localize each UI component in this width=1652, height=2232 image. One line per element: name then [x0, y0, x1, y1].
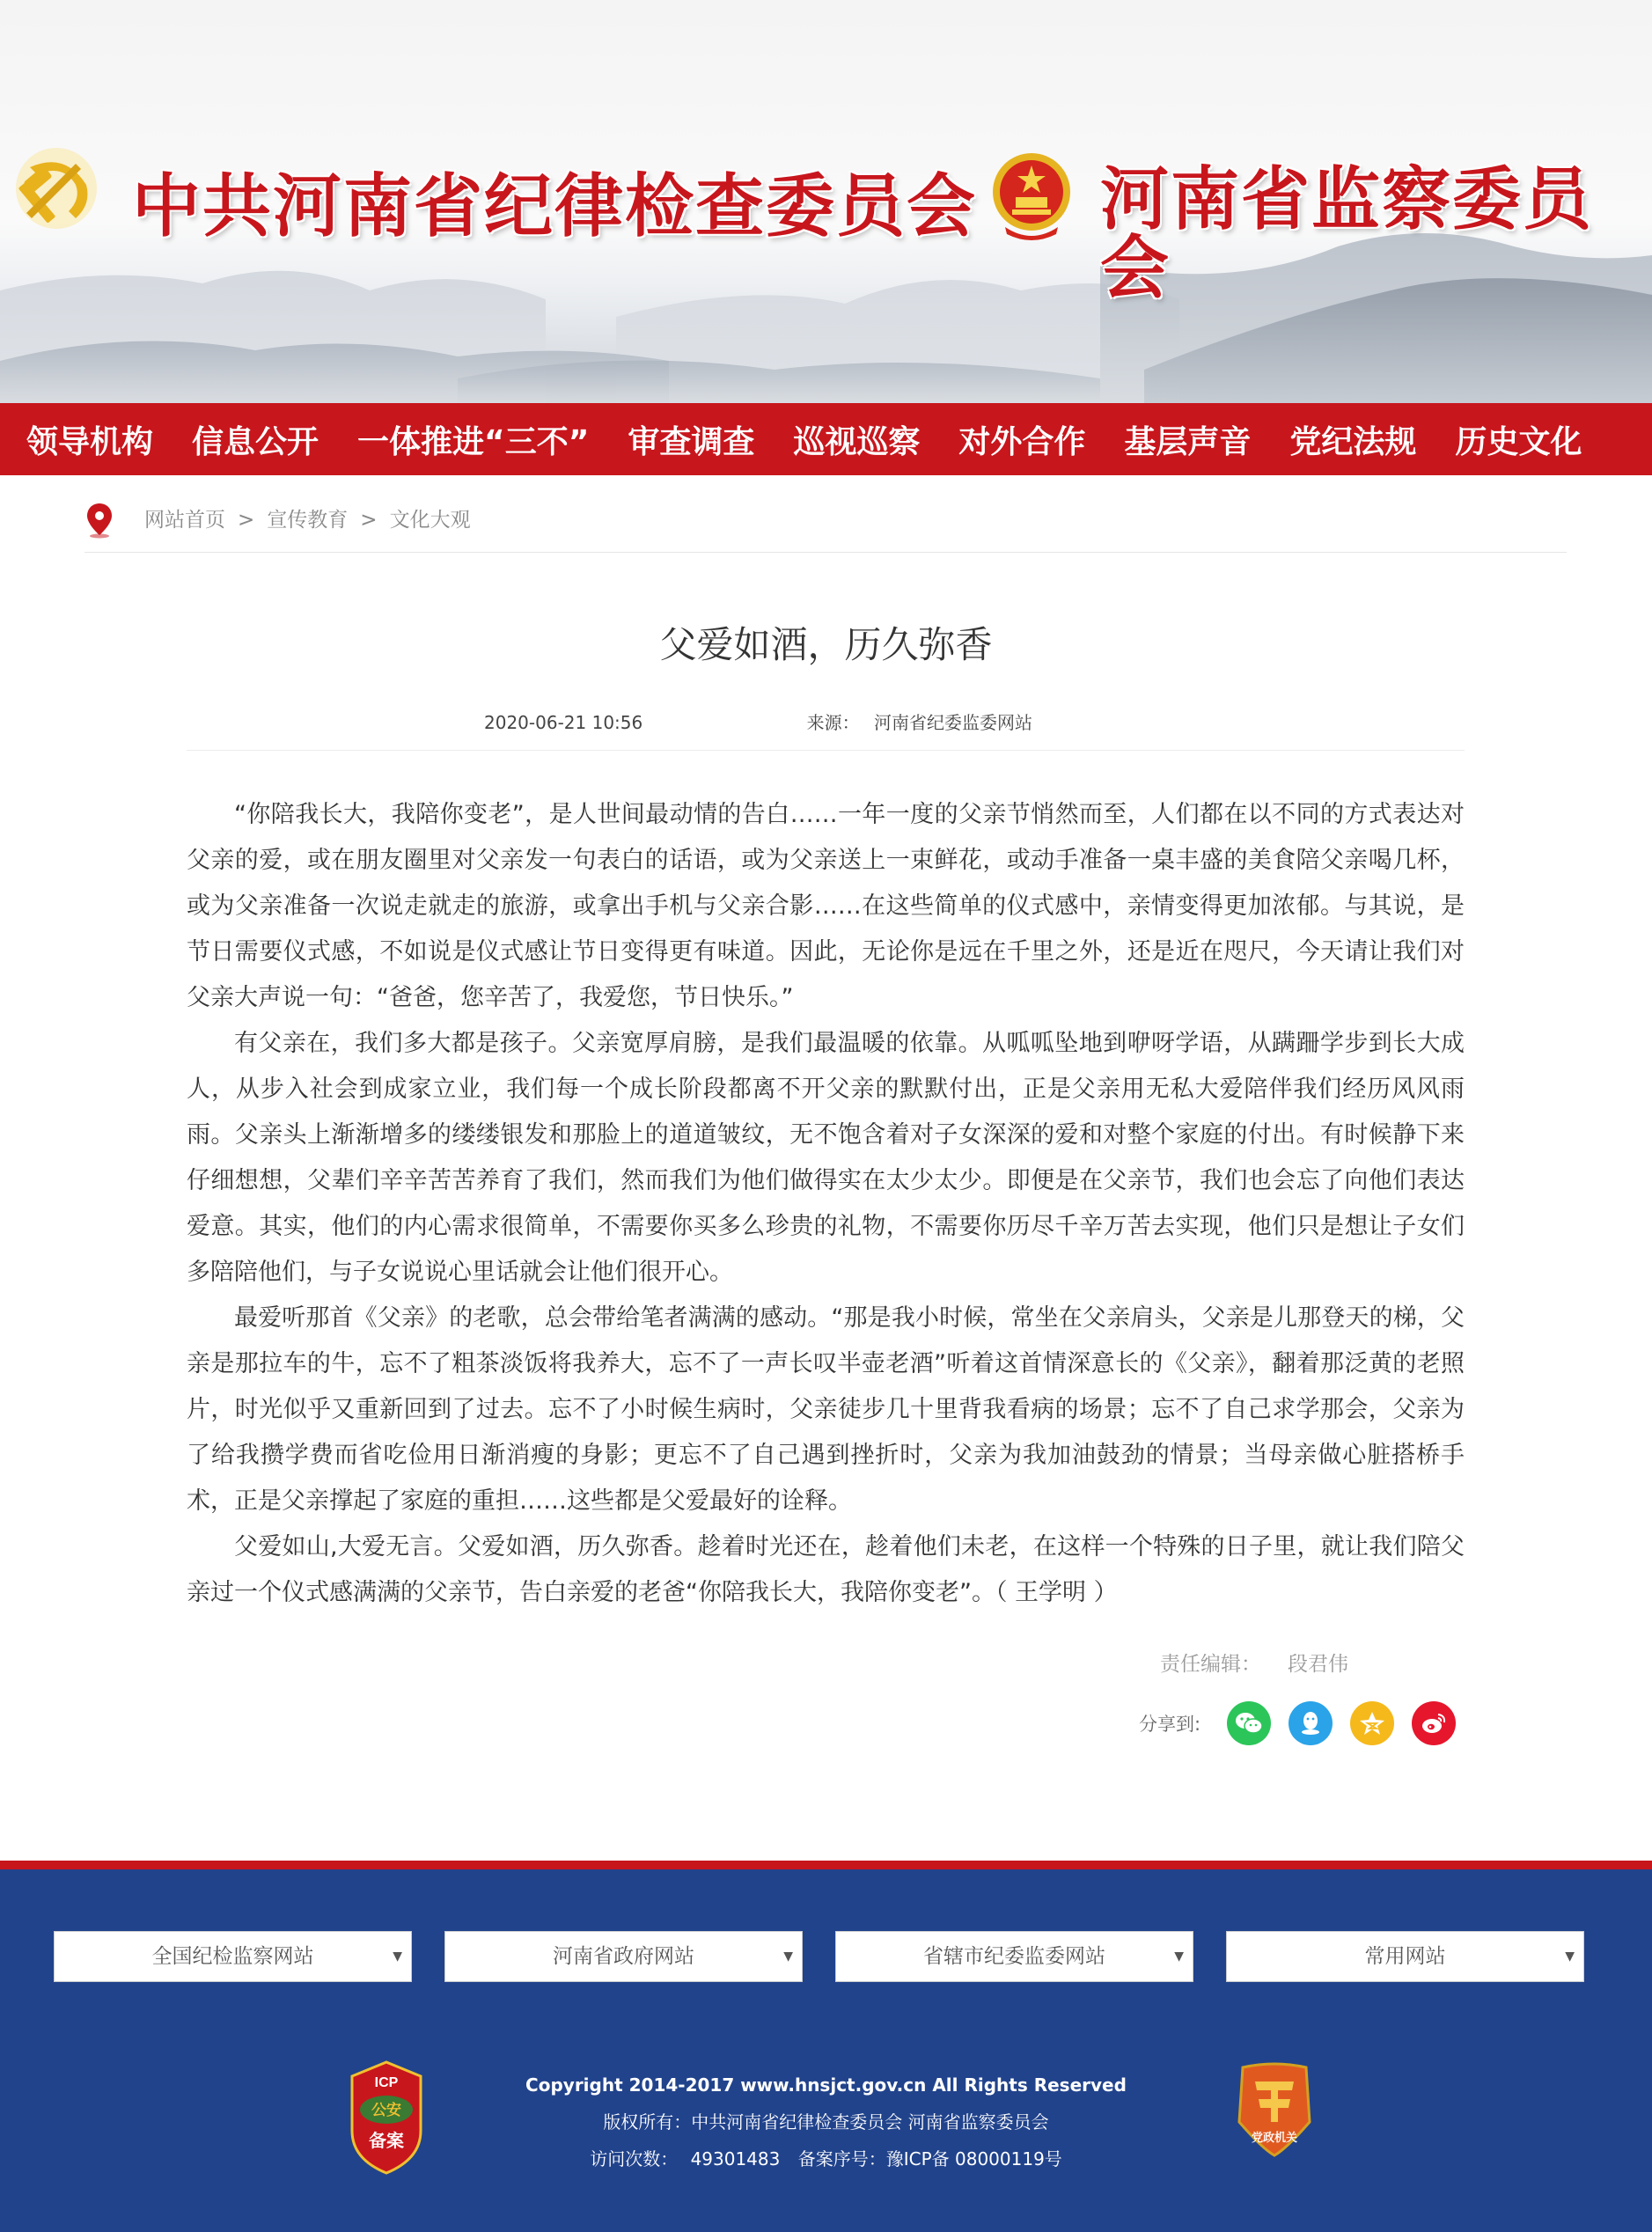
- editor-label: 责任编辑：: [1160, 1653, 1261, 1676]
- nav-item-grassroots[interactable]: 基层声音: [1124, 423, 1252, 460]
- breadcrumb: [84, 500, 1567, 553]
- nav-item-info-disclosure[interactable]: 信息公开: [192, 423, 319, 460]
- supervision-commission-title: 河南省监察委员会: [1100, 159, 1594, 308]
- party-emblem-icon: [12, 143, 100, 239]
- article-paragraph: “你陪我长大，我陪你变老”，是人世间最动情的告白……一年一度的父亲节悄然而至，人们都在以不同的方式表达对父亲的爱，或在朋友圈里对父亲发一句表白的话语，或为父亲送上一束鲜花，或动手准备一桌丰盛的美食陪父亲喝几杯，或为父亲准备一次说走就走的旅游，或拿出手机与父亲合影……在这些简单的仪式感中，亲情变得更加浓郁。与其说，是节日需要仪式感，不如说是仪式感让节日变得更有味道。因此，无论你是远在千里之外，还是近在咫尺，今天请让我们对父亲大声说一句：“爸爸，您辛苦了，我爱您，节日快乐。”: [187, 801, 1465, 1011]
- stats-line: [0, 2140, 1652, 2177]
- article-meta: [484, 709, 1032, 734]
- qzone-icon[interactable]: [1350, 1701, 1394, 1745]
- select-label: 常用网站: [1364, 1945, 1446, 1968]
- article-date: 2020-06-21 10:56: [484, 712, 643, 733]
- share-label: 分享到:: [1139, 1714, 1201, 1735]
- national-emblem-icon: [988, 148, 1076, 246]
- editor-name: 段君伟: [1288, 1653, 1348, 1676]
- select-label: 省辖市纪委监委网站: [923, 1945, 1105, 1968]
- breadcrumb-separator: >: [238, 509, 255, 532]
- header-banner: [0, 0, 1652, 403]
- share-bar: [1139, 1701, 1473, 1745]
- main-nav: [0, 403, 1652, 475]
- visits-label: 访问次数：: [590, 2148, 679, 2170]
- nav-item-history[interactable]: 历史文化: [1455, 423, 1582, 460]
- article-paragraph: 最爱听那首《父亲》的老歌，总会带给笔者满满的感动。“那是我小时候，常坐在父亲肩头，父亲是儿那登天的梯，父亲是那拉车的牛，忘不了粗茶淡饭将我养大，忘不了一声长叹半壶老酒”听着这首情深意长的《父亲》，翻着那泛黄的老照片，时光似乎又重新回到了过去。忘不了小时候生病时，父亲徒步几十里背我看病的场景；忘不了自己求学那会，父亲为了给我攒学费而省吃俭用日渐消瘦的身影；更忘不了自己遇到挫折时，父亲为我加油鼓劲的情景；当母亲做心脏搭桥手术，正是父亲撑起了家庭的重担……这些都是父爱最好的诠释。: [187, 1304, 1465, 1515]
- article-title: 父爱如酒，历久弥香: [659, 623, 993, 666]
- nav-item-san-bu[interactable]: 一体推进“三不”: [357, 423, 590, 460]
- footer-red-stripe: [0, 1861, 1652, 1869]
- article-body: [187, 792, 1465, 1616]
- icp-number[interactable]: 豫ICP备 08000119号: [885, 2148, 1062, 2170]
- owner-line: 版权所有：中共河南省纪律检查委员会 河南省监察委员会: [603, 2111, 1049, 2133]
- article-paragraph: 父爱如山,大爱无言。父爱如酒，历久弥香。趁着时光还在，趁着他们未老，在这样一个特殊的日子里，就让我们陪父亲过一个仪式感满满的父亲节，告白亲爱的老爸“你陪我长大，我陪你变老”。（ 王学明 ）: [187, 1533, 1465, 1606]
- dropdown-arrow-icon: ▼: [393, 1949, 402, 1964]
- select-label: 河南省政府网站: [553, 1945, 694, 1968]
- copyright-block: [0, 2067, 1652, 2177]
- nav-item-investigation[interactable]: 审查调查: [628, 423, 755, 460]
- qq-icon[interactable]: [1289, 1701, 1333, 1745]
- select-common-sites[interactable]: [1226, 1931, 1584, 1982]
- site-footer: [0, 1869, 1652, 2232]
- wechat-icon[interactable]: [1227, 1701, 1271, 1745]
- responsible-editor: [1160, 1648, 1348, 1677]
- copyright-line: Copyright 2014-2017 www.hnsjct.gov.cn All Rights Reserved: [525, 2074, 1127, 2096]
- party-gov-agency-badge-icon[interactable]: [1234, 2060, 1315, 2157]
- icp-badge-text: 备案: [369, 2130, 404, 2151]
- nav-item-leadership[interactable]: 领导机构: [26, 423, 154, 460]
- article-paragraph: 有父亲在，我们多大都是孩子。父亲宽厚肩膀，是我们最温暖的依靠。从呱呱坠地到咿呀学语，从蹒跚学步到长大成人，从步入社会到成家立业，我们每一个成长阶段都离不开父亲的默默付出，正是父亲用无私大爱陪伴我们经历风风雨雨。父亲头上渐渐增多的缕缕银发和那脸上的道道皱纹，无不饱含着对子女深深的爱和对整个家庭的付出。有时候静下来仔细想想，父辈们辛辛苦苦养育了我们，然而我们为他们做得实在太少太少。即便是在父亲节，我们也会忘了向他们表达爱意。其实，他们的内心需求很简单，不需要你买多么珍贵的礼物，不需要你历尽千辛万苦去实现，他们只是想让子女们多陪陪他们，与子女说说心里话就会让他们很开心。: [187, 1030, 1465, 1286]
- visits-count: 49301483: [690, 2148, 781, 2170]
- nav-item-cooperation[interactable]: 对外合作: [958, 423, 1086, 460]
- select-city-commission-sites[interactable]: [835, 1931, 1193, 1982]
- nav-item-regulations[interactable]: 党纪法规: [1289, 423, 1417, 460]
- article-source-label: 来源：: [806, 712, 860, 733]
- dropdown-arrow-icon: ▼: [1174, 1949, 1184, 1964]
- location-pin-icon: [84, 502, 114, 539]
- breadcrumb-separator: >: [360, 509, 378, 532]
- icp-badge-text: ICP: [374, 2075, 399, 2090]
- icp-label: 备案序号：: [797, 2148, 886, 2170]
- select-national-sites[interactable]: [54, 1931, 412, 1982]
- meta-divider: [187, 750, 1465, 751]
- breadcrumb-culture[interactable]: 文化大观: [389, 509, 471, 532]
- select-label: 全国纪检监察网站: [151, 1945, 314, 1968]
- breadcrumb-home[interactable]: 网站首页: [144, 509, 225, 532]
- nav-item-inspection[interactable]: 巡视巡察: [793, 423, 921, 460]
- weibo-icon[interactable]: [1412, 1701, 1456, 1745]
- select-provincial-gov-sites[interactable]: [444, 1931, 803, 1982]
- cpc-commission-title: 中共河南省纪律检查委员会: [132, 166, 978, 246]
- icp-badge-text: 公安: [371, 2102, 401, 2119]
- dropdown-arrow-icon: ▼: [783, 1949, 793, 1964]
- article-source: 河南省纪委监委网站: [873, 712, 1032, 733]
- dropdown-arrow-icon: ▼: [1565, 1949, 1575, 1964]
- breadcrumb-propaganda[interactable]: 宣传教育: [267, 509, 349, 532]
- gov-badge-text: 党政机关: [1251, 2132, 1298, 2145]
